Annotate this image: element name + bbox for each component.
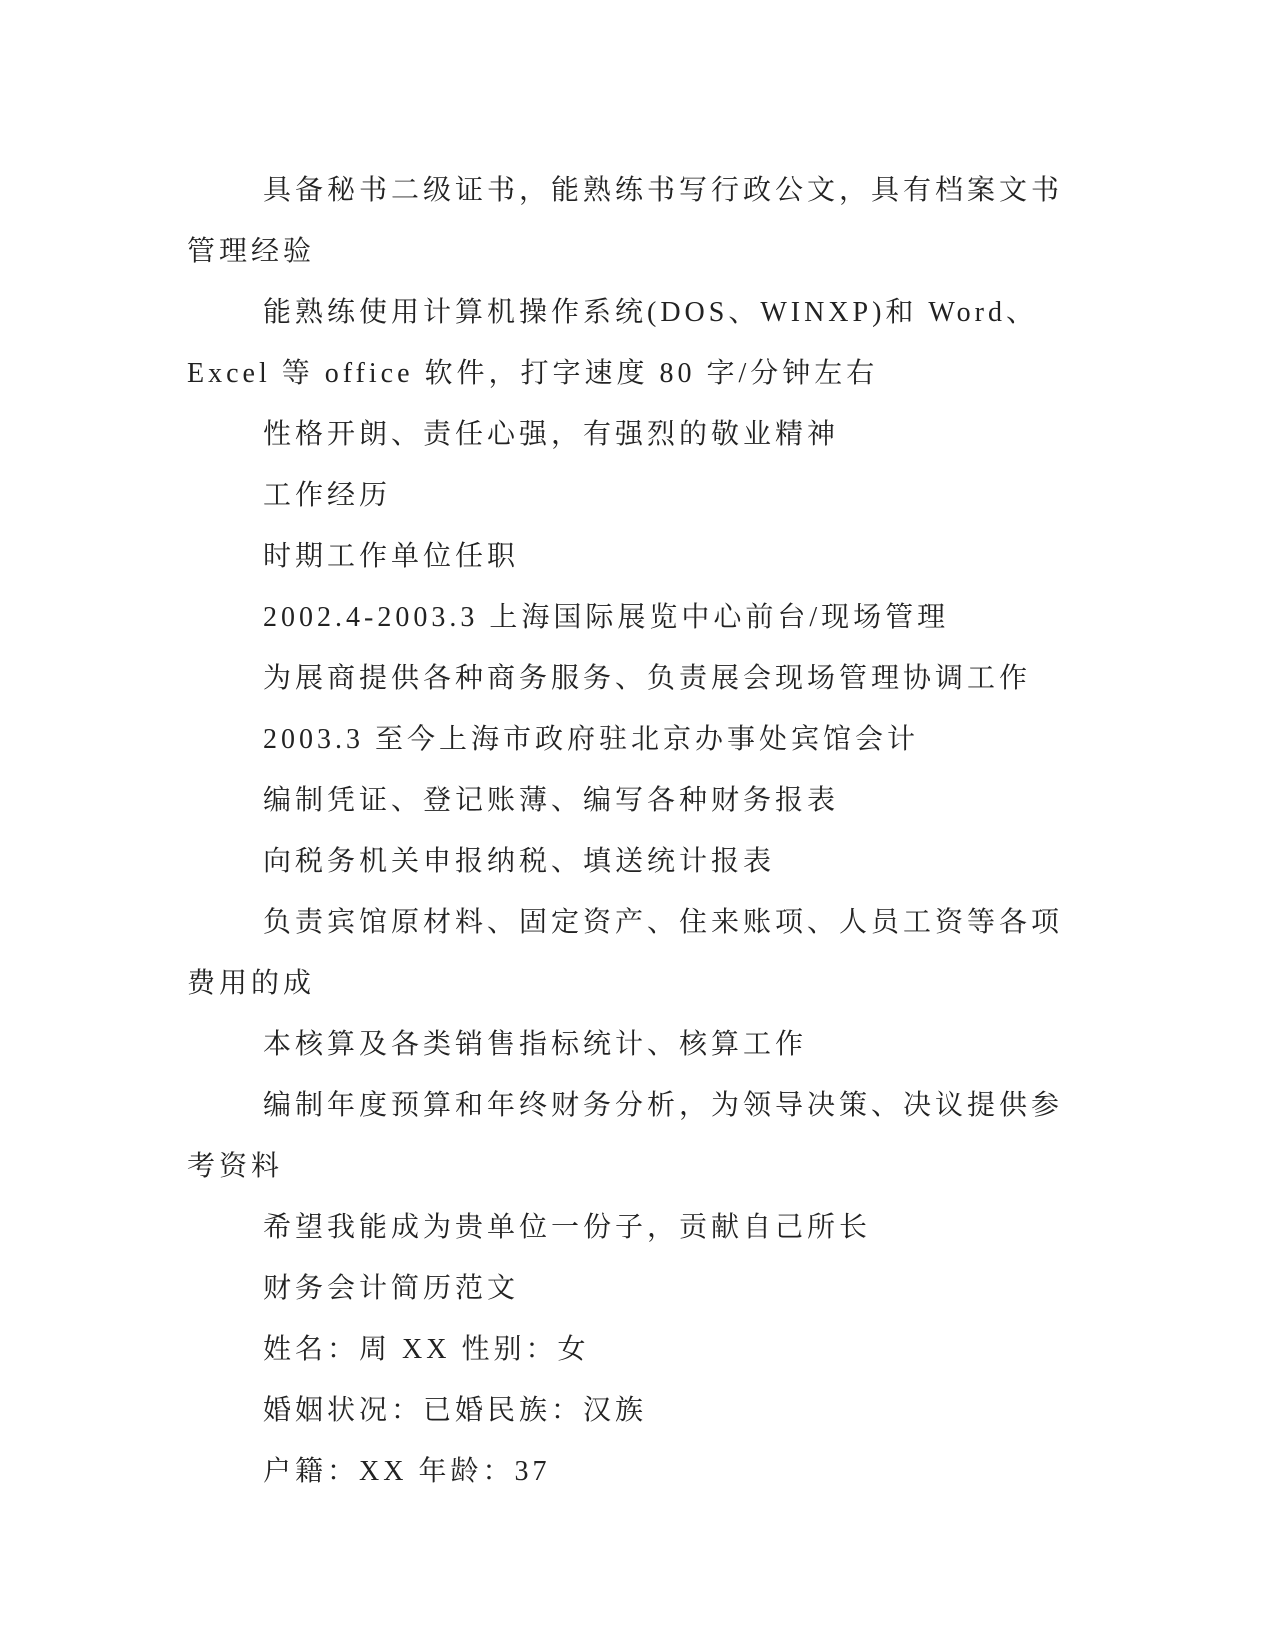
paragraph-computer-skills: 能熟练使用计算机操作系统(DOS、WINXP)和 Word、Excel 等 office 软件，打字速度 80 字/分钟左右	[187, 297, 1038, 389]
paragraph-secretary-certificate: 具备秘书二级证书，能熟练书写行政公文，具有档案文书管理经验	[187, 175, 1064, 267]
work-entry-hotel-accountant: 2003.3 至今上海市政府驻北京办事处宾馆会计	[263, 724, 920, 755]
paragraph-personality: 性格开朗、责任心强，有强烈的敬业精神	[263, 419, 840, 450]
work-entry-expo-center: 2002.4-2003.3 上海国际展览中心前台/现场管理	[263, 602, 950, 633]
work-duty-cost-accounting: 本核算及各类销售指标统计、核算工作	[263, 1029, 808, 1060]
info-household-age: 户籍：XX 年龄：37	[263, 1456, 551, 1487]
work-duty-expo-center: 为展商提供各种商务服务、负责展会现场管理协调工作	[263, 663, 1032, 694]
work-duty-vouchers: 编制凭证、登记账薄、编写各种财务报表	[263, 785, 840, 816]
document-body	[187, 160, 1087, 1502]
section-heading-work-experience: 工作经历	[263, 480, 392, 511]
table-header-line: 时期工作单位任职	[263, 541, 520, 572]
work-duty-budget: 编制年度预算和年终财务分析，为领导决策、决议提供参考资料	[187, 1090, 1064, 1182]
info-name-gender: 姓名：周 XX 性别：女	[263, 1334, 590, 1365]
section-title-resume-sample: 财务会计简历范文	[263, 1273, 520, 1304]
work-duty-costs: 负责宾馆原材料、固定资产、住来账项、人员工资等各项费用的成	[187, 907, 1064, 999]
info-marital-ethnicity: 婚姻状况：已婚民族：汉族	[263, 1395, 648, 1426]
work-duty-tax: 向税务机关申报纳税、填送统计报表	[263, 846, 776, 877]
paragraph-closing-wish: 希望我能成为贵单位一份子，贡献自己所长	[263, 1212, 872, 1243]
